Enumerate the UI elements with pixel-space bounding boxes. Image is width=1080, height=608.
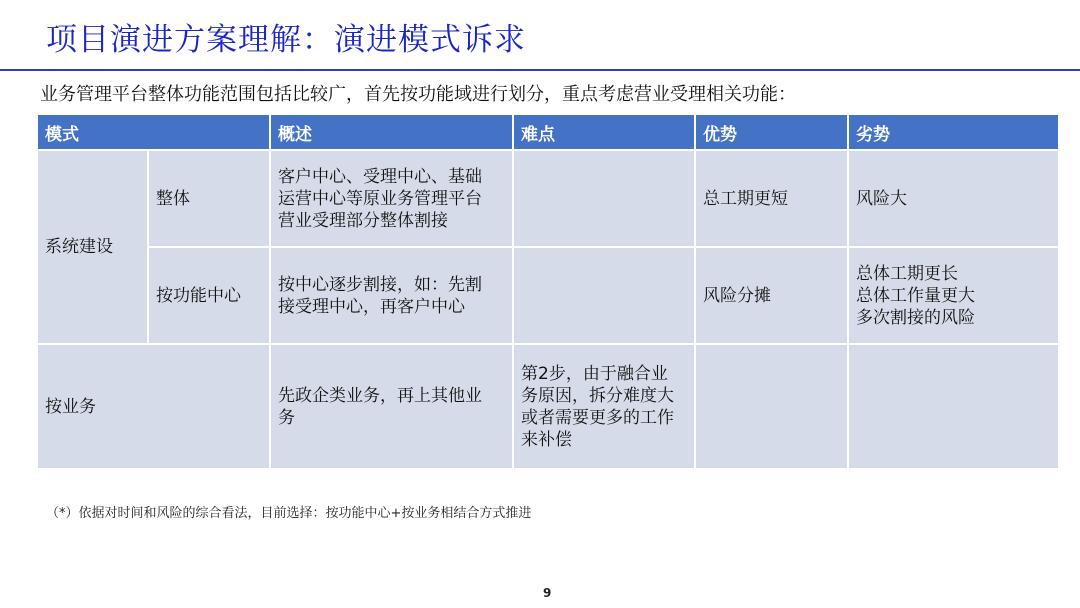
footnote: （*）依据对时间和风险的综合看法，目前选择：按功能中心+按业务相结合方式推进 xyxy=(46,506,532,521)
difficulty-cell xyxy=(514,151,694,246)
table-row xyxy=(38,151,1058,246)
overview-cell: 先政企类业务，再上其他业 务 xyxy=(271,345,512,468)
overview-cell: 按中心逐步割接，如：先割 接受理中心，再客户中心 xyxy=(271,248,512,343)
advantage-cell: 风险分摊 xyxy=(696,248,847,343)
mode-group-cell: 按业务 xyxy=(38,345,269,468)
header-advantage: 优势 xyxy=(696,115,847,149)
page-number: 9 xyxy=(543,586,552,600)
disadvantage-cell xyxy=(849,345,1058,468)
difficulty-cell: 第2步，由于融合业 务原因，拆分难度大 或者需要更多的工作 来补偿 xyxy=(514,345,694,468)
submode-cell: 按功能中心 xyxy=(149,248,269,343)
header-difficulty: 难点 xyxy=(514,115,694,149)
title-divider xyxy=(0,69,1080,71)
header-disadvantage: 劣势 xyxy=(849,115,1058,149)
advantage-cell xyxy=(696,345,847,468)
overview-cell: 客户中心、受理中心、基础 运营中心等原业务管理平台 营业受理部分整体割接 xyxy=(271,151,512,246)
disadvantage-cell: 风险大 xyxy=(849,151,1058,246)
header-mode: 模式 xyxy=(38,115,269,149)
advantage-cell: 总工期更短 xyxy=(696,151,847,246)
table-row xyxy=(38,345,1058,468)
mode-comparison-table xyxy=(36,113,1060,470)
disadvantage-cell: 总体工期更长 总体工作量更大 多次割接的风险 xyxy=(849,248,1058,343)
intro-text: 业务管理平台整体功能范围包括比较广，首先按功能域进行划分，重点考虑营业受理相关功能： xyxy=(40,84,796,105)
submode-cell: 整体 xyxy=(149,151,269,246)
slide-title: 项目演进方案理解：演进模式诉求 xyxy=(46,22,526,58)
header-overview: 概述 xyxy=(271,115,512,149)
difficulty-cell xyxy=(514,248,694,343)
mode-group-cell: 系统建设 xyxy=(38,151,147,343)
table-row xyxy=(38,248,1058,343)
table-header-row xyxy=(38,115,1058,149)
